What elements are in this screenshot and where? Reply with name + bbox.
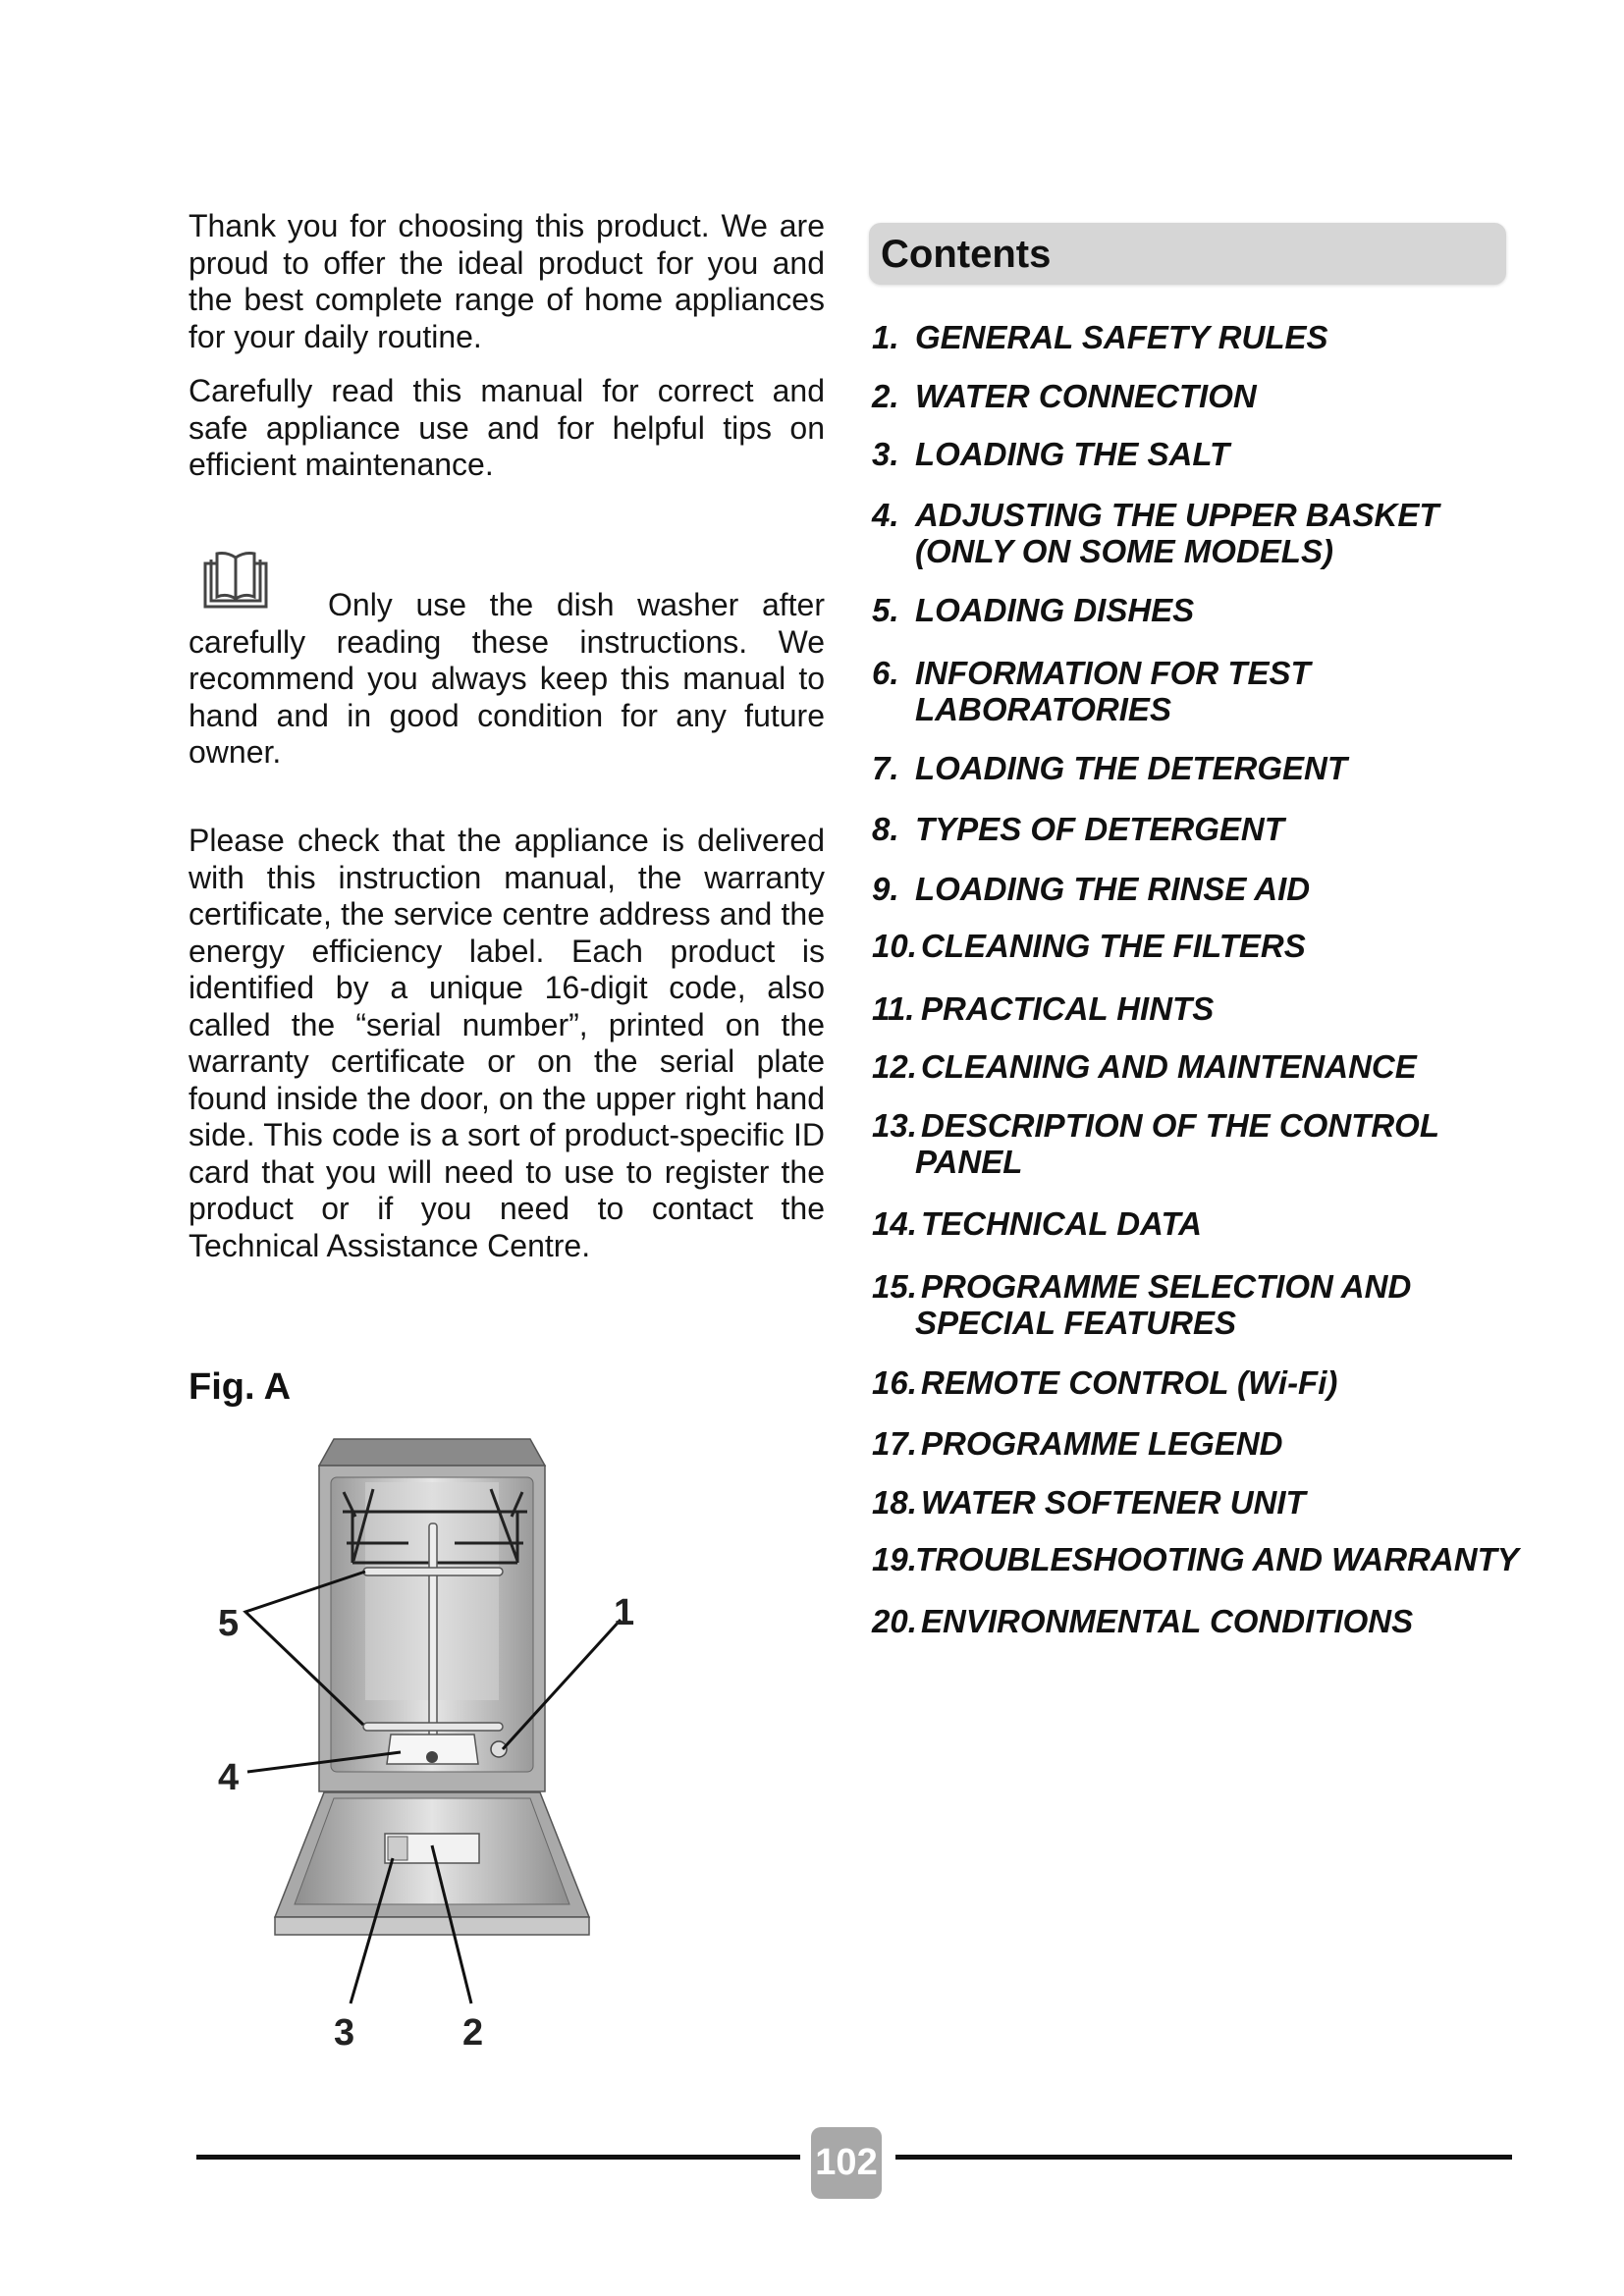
intro-paragraph-read-manual: Carefully read this manual for correct and safe appliance use and for helpful tips on efficient maintenance. (189, 373, 825, 482)
label-2: 2 (462, 2012, 484, 2054)
label-4: 4 (218, 1757, 240, 1798)
page-number-badge: 102 (811, 2127, 882, 2199)
manual-note (189, 542, 825, 772)
toc-item[interactable]: 4. ADJUSTING THE UPPER BASKET (ONLY ON SOME MODELS) (872, 497, 1439, 569)
lower-spray-arm (363, 1723, 503, 1731)
toc-item[interactable]: 16. REMOTE CONTROL (Wi-Fi) (872, 1364, 1338, 1401)
serial-number-paragraph: Please check that the appliance is delivered with this instruction manual, the warranty certificate, the service centre address and the energy efficiency label. Each product is identified by a unique 16-digit code, also called the “serial number”, printed on the warranty certificate or on the serial plate found inside the door, on the upper right hand side. This code is a sort of product-specific ID card that you will need to use to register the product or if you need to contact the Technical Assistance Centre. (189, 823, 825, 1263)
toc-item[interactable]: 13. DESCRIPTION OF THE CONTROL PANEL (872, 1107, 1439, 1180)
toc-item[interactable]: 7. LOADING THE DETERGENT (872, 750, 1348, 786)
manual-note-text: Only use the dish washer after carefully reading these instructions. We recommend you always keep this manual to hand and in good condition for any future owner. (189, 587, 825, 770)
footer-divider-left (196, 2155, 800, 2160)
label-1: 1 (614, 1592, 635, 1633)
serial-number-info (189, 823, 825, 1264)
intro-column (189, 208, 825, 1408)
upper-spray-arm (363, 1568, 503, 1575)
contents-header (869, 223, 1506, 285)
toc-item[interactable]: 14. TECHNICAL DATA (872, 1205, 1202, 1242)
toc-item[interactable]: 17. PROGRAMME LEGEND (872, 1425, 1283, 1462)
toc-item[interactable]: 3. LOADING THE SALT (872, 436, 1230, 472)
intro-paragraph-thanks: Thank you for choosing this product. We are proud to offer the ideal product for you and the best complete range of home appliances for your daily routine. (189, 208, 825, 354)
toc-item[interactable]: 12. CLEANING AND MAINTENANCE (872, 1048, 1417, 1085)
toc-item[interactable]: 18. WATER SOFTENER UNIT (872, 1484, 1306, 1521)
label-5: 5 (218, 1603, 240, 1644)
open-book-icon (203, 550, 268, 609)
figure-title: Fig. A (189, 1366, 292, 1408)
toc-item[interactable]: 19.TROUBLESHOOTING AND WARRANTY (872, 1541, 1519, 1577)
toc-item[interactable]: 2. WATER CONNECTION (872, 378, 1257, 414)
toc-item[interactable]: 9. LOADING THE RINSE AID (872, 871, 1311, 907)
footer-divider-right (895, 2155, 1512, 2160)
toc-item[interactable]: 5. LOADING DISHES (872, 592, 1195, 628)
toc-item[interactable]: 8. TYPES OF DETERGENT (872, 811, 1284, 847)
cabinet-top (319, 1439, 545, 1466)
toc-item[interactable]: 6. INFORMATION FOR TEST LABORATORIES (872, 655, 1311, 727)
toc-item[interactable]: 1. GENERAL SAFETY RULES (872, 319, 1328, 355)
toc-item[interactable]: 11. PRACTICAL HINTS (872, 990, 1215, 1027)
dishwasher-diagram (189, 1414, 837, 2081)
contents-title: Contents (881, 233, 1052, 276)
label-3: 3 (334, 2012, 355, 2054)
toc-item[interactable]: 15. PROGRAMME SELECTION AND SPECIAL FEATURES (872, 1268, 1412, 1341)
toc-item[interactable]: 20. ENVIRONMENTAL CONDITIONS (872, 1603, 1414, 1639)
toc-item[interactable]: 10. CLEANING THE FILTERS (872, 928, 1306, 964)
